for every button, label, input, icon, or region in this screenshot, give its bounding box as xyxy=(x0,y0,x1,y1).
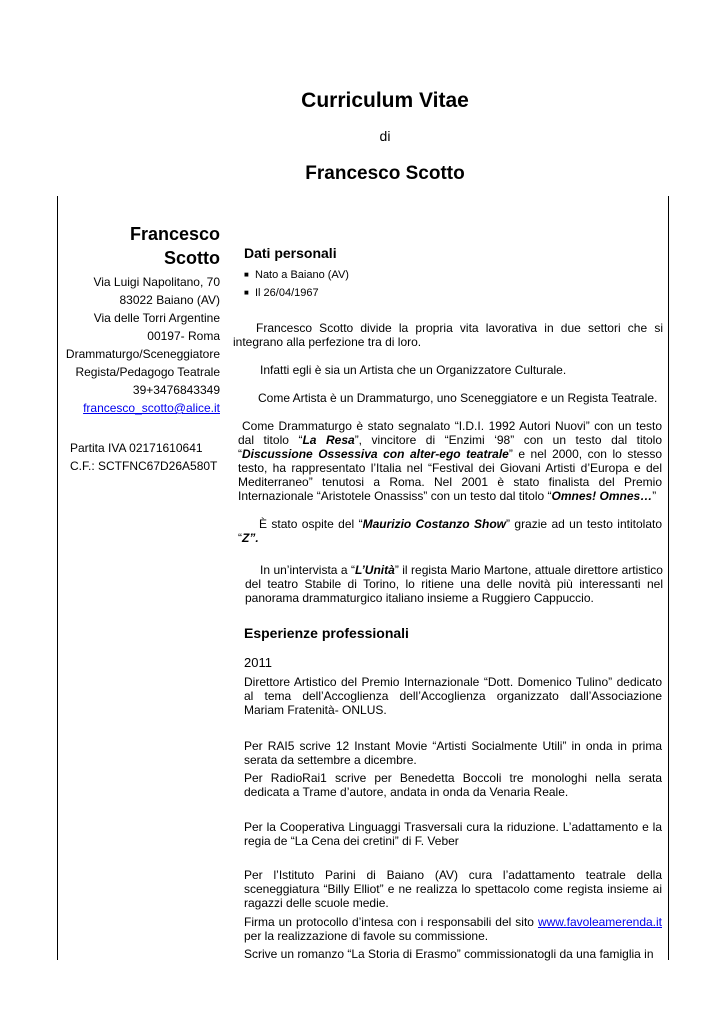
paragraph-unita: In un’intervista a “L’Unità” il regista Mario Martone, attuale direttore artistico del teatro Stabile di Torino, lo ritiene una delle novità più interessanti nel panorama drammaturgico italiano insieme a Ruggiero Cappuccio. xyxy=(245,563,663,605)
left-border-line xyxy=(57,196,58,960)
sidebar xyxy=(60,222,220,475)
experience-year: 2011 xyxy=(244,655,272,670)
experience-item: Per la Cooperativa Linguaggi Trasversali cura la riduzione. L’adattamento e la regia de “La Cena dei cretini” di F. Veber xyxy=(244,820,662,848)
address-line: Via delle Torri Argentine xyxy=(93,311,220,325)
occupation-line: Regista/Pedagogo Teatrale xyxy=(75,365,220,379)
favoleamerenda-link[interactable]: www.favoleamerenda.it xyxy=(537,915,662,929)
email-link[interactable]: francesco_scotto@alice.it xyxy=(83,401,220,415)
experience-item: Firma un protocollo d’intesa con i responsabili del sito www.favoleamerenda.it per la realizzazione di favole su commissione. xyxy=(244,915,662,943)
bullet-text: Il 26/04/1967 xyxy=(255,287,319,299)
sidebar-name-first: Francesco xyxy=(129,224,220,244)
experience-item: Scrive un romanzo “La Storia di Erasmo” commissionatogli da una famiglia in xyxy=(244,947,654,961)
partita-iva: Partita IVA 02171610641 xyxy=(70,441,203,455)
right-border-line xyxy=(668,196,669,960)
paragraph-costanzo: È stato ospite del “Maurizio Costanzo Show” grazie ad un testo intitolato “Z”. xyxy=(238,517,662,545)
paragraph-intro: Francesco Scotto divide la propria vita lavorativa in due settori che si integrano alla perfezione tra di loro. xyxy=(233,321,663,349)
section-heading-experience: Esperienze professionali xyxy=(244,625,409,641)
sidebar-name-last: Scotto xyxy=(164,248,220,268)
address-line: Via Luigi Napolitano, 70 xyxy=(93,275,220,289)
paragraph-dramaturg: Come Drammaturgo è stato segnalato “I.D.I. 1992 Autori Nuovi” con un testo dal titolo “La Resa”, vincitore di “Enzimi ‘98” con un testo dal titolo “Discussione Ossessiva con alter-ego teatrale” e nel 2000, con lo stesso testo, ha rappresentato l’Italia nel “Festival dei Giovani Artisti d’Europa e del Mediterraneo” tenutosi a Roma. Nel 2001 è stato finalista del Premio Internazionale “Aristotele Onassiss” con un testo dal titolo “Omnes! Omnes…” xyxy=(238,419,662,503)
address-line: 00197- Roma xyxy=(147,329,220,343)
address-line: 83022 Baiano (AV) xyxy=(119,293,220,307)
sidebar-name xyxy=(60,222,220,270)
bullet-item: ■ Il 26/04/1967 xyxy=(244,287,319,299)
tax-info xyxy=(60,439,220,475)
paragraph-artist: Come Artista è un Drammaturgo, uno Sceneggiatore e un Regista Teatrale. xyxy=(258,391,658,405)
phone-number: 39+3476843349 xyxy=(132,383,220,397)
experience-item: Direttore Artistico del Premio Internazionale “Dott. Domenico Tulino” dedicato al tema dell’Accoglienza dell’Accoglienza organizzato dall’Associazione Mariam Fratenità- ONLUS. xyxy=(244,675,662,717)
experience-item: Per RadioRai1 scrive per Benedetta Boccoli tre monologhi nella serata dedicata a Trame d’autore, andata in onda da Venaria Reale. xyxy=(244,771,662,799)
codice-fiscale: C.F.: SCTFNC67D26A580T xyxy=(70,459,218,473)
bullet-text: Nato a Baiano (AV) xyxy=(255,269,349,281)
bullet-item: ■ Nato a Baiano (AV) xyxy=(244,269,349,281)
experience-item: Per l’Istituto Parini di Baiano (AV) cura l’adattamento teatrale della sceneggiatura “Billy Elliot” e ne realizza lo spettacolo come regista insieme ai ragazzi delle scuole medie. xyxy=(244,868,662,910)
experience-item: Per RAI5 scrive 12 Instant Movie “Artisti Socialmente Utili” in onda in prima serata da settembre a dicembre. xyxy=(244,739,662,767)
section-heading-personal: Dati personali xyxy=(244,245,337,261)
document-title: Curriculum Vitae xyxy=(301,89,469,112)
document-name: Francesco Scotto xyxy=(305,163,465,184)
title-di: di xyxy=(379,128,391,144)
paragraph-roles: Infatti egli è sia un Artista che un Organizzatore Culturale. xyxy=(260,363,567,377)
occupation-line: Drammaturgo/Sceneggiatore xyxy=(65,347,220,361)
